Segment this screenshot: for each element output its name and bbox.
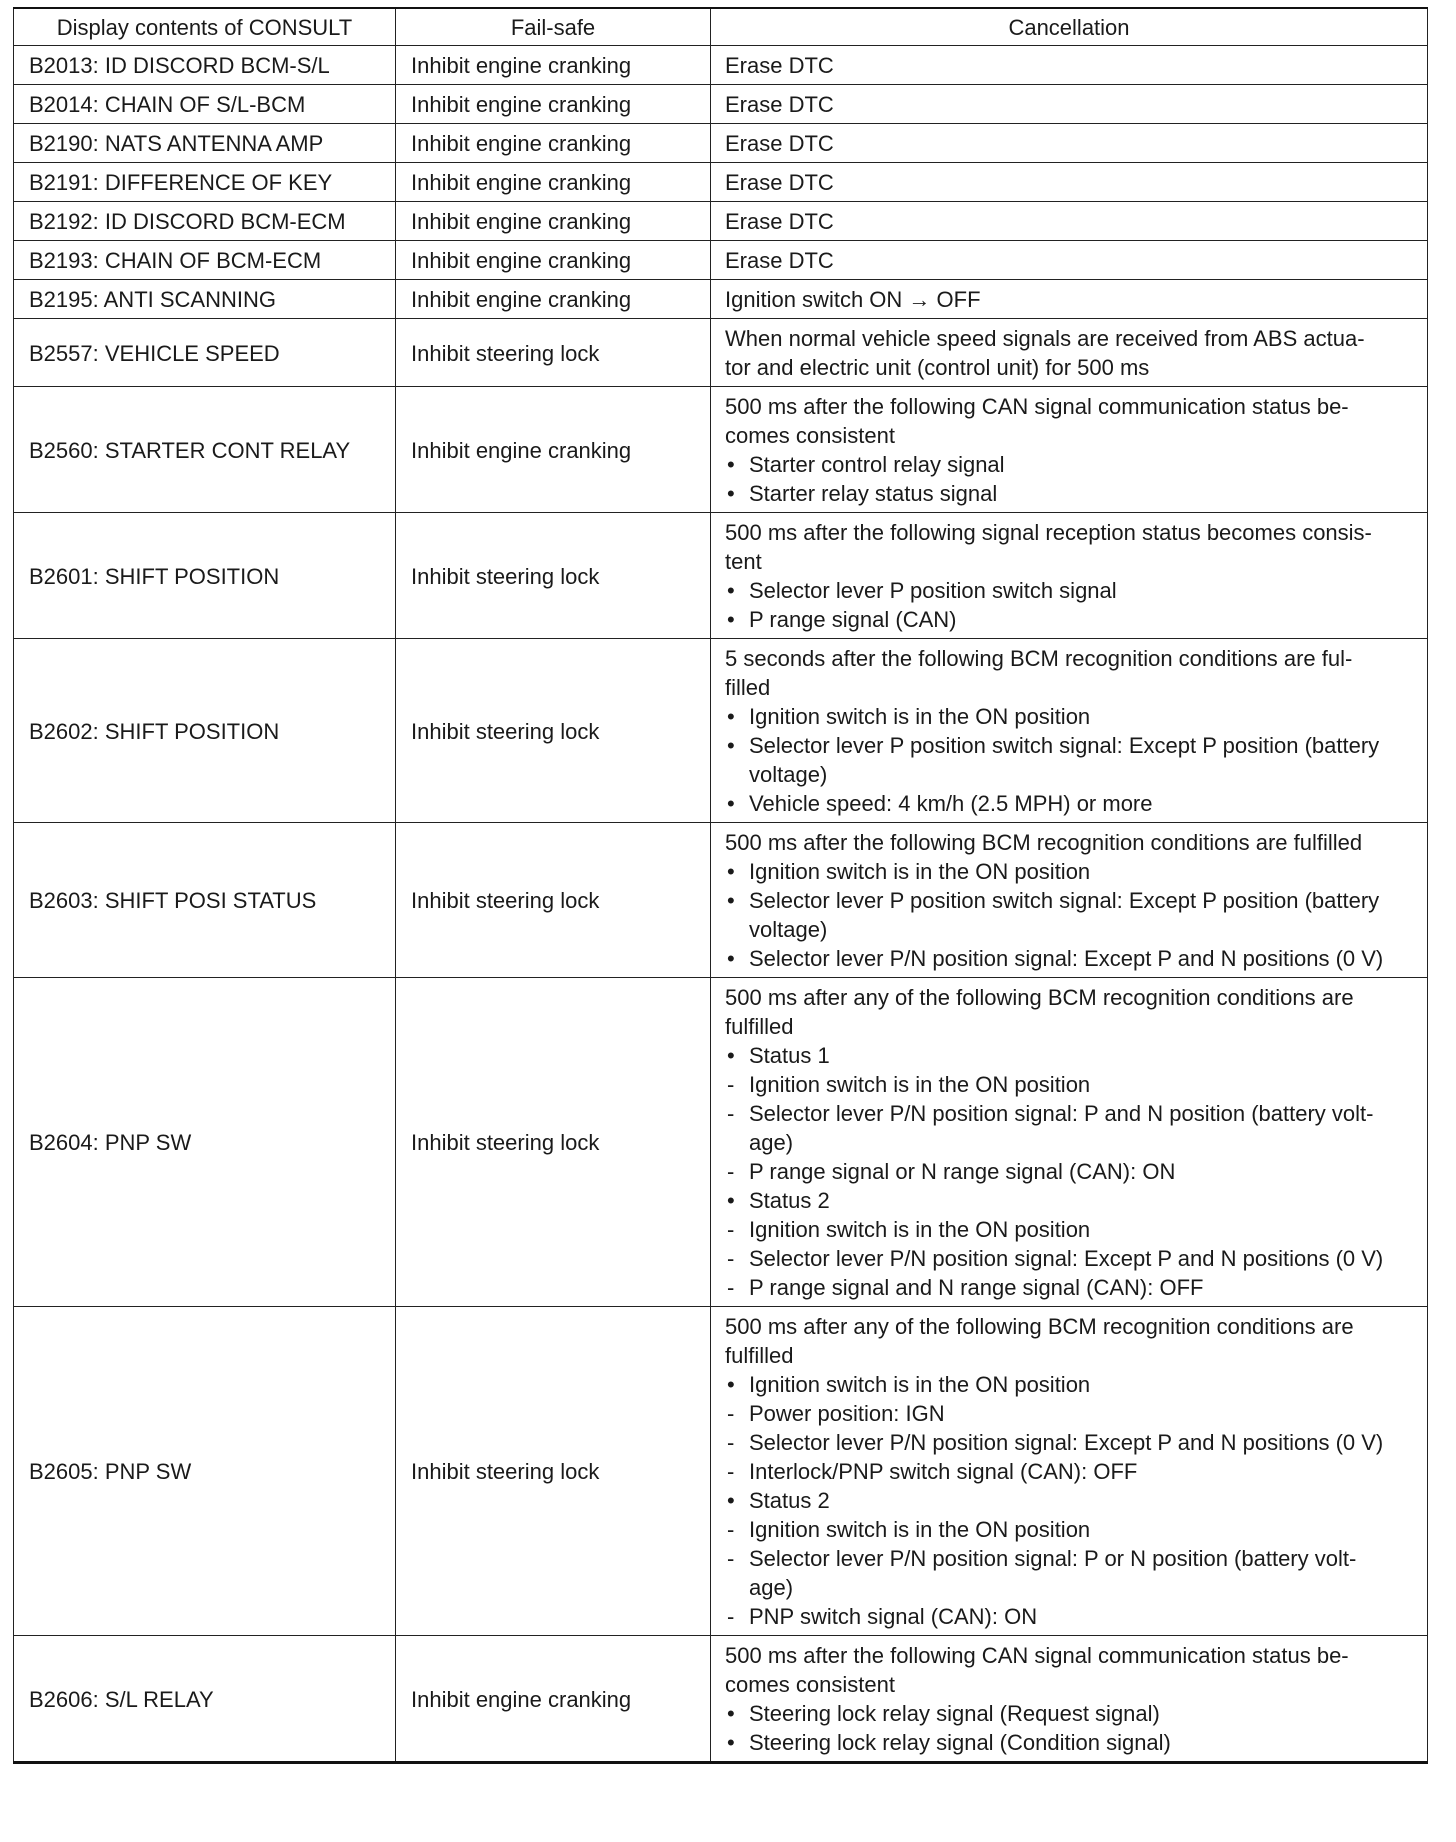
display-contents-cell: B2560: STARTER CONT RELAY: [14, 387, 396, 513]
cancellation-bullet-item: [725, 576, 1419, 605]
item-text: Selector lever P/N position signal: Except P and N positions (0 V): [749, 1430, 1384, 1455]
item-text: Selector lever P position switch signal: Except P position (battery: [749, 888, 1380, 913]
cancellation-cell: [711, 46, 1428, 85]
cancellation-line: Erase DTC: [725, 248, 834, 273]
dash-marker: -: [727, 1101, 735, 1126]
cancellation-cell: [711, 978, 1428, 1307]
cancellation-dash-item: [725, 1244, 1419, 1273]
cancellation-line: 500 ms after the following BCM recognition conditions are fulfilled: [725, 830, 1363, 855]
item-text: Ignition switch is in the ON position: [749, 1217, 1091, 1242]
cancellation-line: tent: [725, 549, 762, 574]
cancellation-dash-item: [725, 1457, 1419, 1486]
display-contents-cell: B2605: PNP SW: [14, 1307, 396, 1636]
dash-marker: -: [727, 1072, 735, 1097]
bullet-marker: •: [727, 452, 735, 477]
cancellation-line: Erase DTC: [725, 209, 834, 234]
cancellation-bullet-item: [725, 857, 1419, 886]
table-row: [14, 1307, 1428, 1636]
table-row: [14, 202, 1428, 241]
cancellation-dash-item: [725, 1215, 1419, 1244]
cancellation-cell: [711, 163, 1428, 202]
item-text: Starter relay status signal: [749, 481, 998, 506]
cancellation-bullet-item: [725, 702, 1419, 731]
bullet-marker: •: [727, 704, 735, 729]
dash-marker: -: [727, 1217, 735, 1242]
item-text: P range signal or N range signal (CAN): ON: [749, 1159, 1176, 1184]
table-row: [14, 639, 1428, 823]
bullet-marker: •: [727, 791, 735, 816]
item-text: Status 2: [749, 1188, 830, 1213]
cancellation-cell: [711, 1307, 1428, 1636]
dash-marker: -: [727, 1246, 735, 1271]
cancellation-cell: [711, 1636, 1428, 1763]
table-row: [14, 1636, 1428, 1763]
cancellation-cell: [711, 280, 1428, 319]
dash-marker: -: [727, 1430, 735, 1455]
cancellation-line: Erase DTC: [725, 92, 834, 117]
item-text: PNP switch signal (CAN): ON: [749, 1604, 1038, 1629]
table-row: [14, 823, 1428, 978]
display-contents-cell: B2557: VEHICLE SPEED: [14, 319, 396, 387]
table-body: [14, 46, 1428, 1763]
cancellation-bullet-item: [725, 605, 1419, 634]
item-text: Starter control relay signal: [749, 452, 1005, 477]
cancellation-bullet-item: [725, 886, 1419, 915]
cancellation-dash-item: [725, 1070, 1419, 1099]
dash-marker: -: [727, 1401, 735, 1426]
bullet-marker: •: [727, 859, 735, 884]
cancellation-line: 500 ms after any of the following BCM recognition conditions are: [725, 985, 1354, 1010]
cancellation-line: fulfilled: [725, 1014, 794, 1039]
fail-safe-table: [13, 7, 1428, 1764]
item-text: Interlock/PNP switch signal (CAN): OFF: [749, 1459, 1138, 1484]
item-text: Selector lever P/N position signal: P and N position (battery volt-: [749, 1101, 1374, 1126]
bullet-marker: •: [727, 1488, 735, 1513]
cancellation-dash-item: [725, 1099, 1419, 1128]
item-text: Ignition switch is in the ON position: [749, 1372, 1091, 1397]
item-text: Steering lock relay signal (Request signal): [749, 1701, 1160, 1726]
display-contents-cell: B2192: ID DISCORD BCM-ECM: [14, 202, 396, 241]
fail-safe-cell: Inhibit engine cranking: [396, 85, 711, 124]
cancellation-line: When normal vehicle speed signals are received from ABS actua-: [725, 326, 1365, 351]
cancellation-bullet-item: [725, 1486, 1419, 1515]
cancellation-bullet-item: [725, 1370, 1419, 1399]
table-row: [14, 163, 1428, 202]
cancellation-bullet-item: [725, 479, 1419, 508]
item-text: P range signal (CAN): [749, 607, 957, 632]
cancellation-line: Ignition switch ON → OFF: [725, 287, 981, 312]
cancellation-bullet-item: [725, 450, 1419, 479]
table-row: [14, 46, 1428, 85]
bullet-marker: •: [727, 1043, 735, 1068]
item-text: Ignition switch is in the ON position: [749, 859, 1091, 884]
item-text: Ignition switch is in the ON position: [749, 704, 1091, 729]
cancellation-bullet-item: [725, 1699, 1419, 1728]
cancellation-cell: [711, 241, 1428, 280]
fail-safe-cell: Inhibit engine cranking: [396, 202, 711, 241]
cancellation-cell: [711, 387, 1428, 513]
item-text: Selector lever P/N position signal: P or N position (battery volt-: [749, 1546, 1357, 1571]
cancellation-line: fulfilled: [725, 1343, 794, 1368]
item-text: Selector lever P position switch signal: Except P position (battery: [749, 733, 1380, 758]
fail-safe-cell: Inhibit engine cranking: [396, 241, 711, 280]
table-row: [14, 978, 1428, 1307]
table-row: [14, 319, 1428, 387]
item-text: P range signal and N range signal (CAN): OFF: [749, 1275, 1204, 1300]
display-contents-cell: B2013: ID DISCORD BCM-S/L: [14, 46, 396, 85]
dash-marker: -: [727, 1517, 735, 1542]
dash-marker: -: [727, 1546, 735, 1571]
fail-safe-cell: Inhibit engine cranking: [396, 163, 711, 202]
cancellation-bullet-item: [725, 789, 1419, 818]
bullet-marker: •: [727, 578, 735, 603]
item-text: age): [749, 1575, 794, 1600]
cancellation-line: tor and electric unit (control unit) for 500 ms: [725, 355, 1150, 380]
header-display-contents: Display contents of CONSULT: [14, 8, 396, 46]
cancellation-cell: [711, 823, 1428, 978]
cancellation-continuation: [725, 1573, 1419, 1602]
item-text: voltage): [749, 917, 828, 942]
dash-marker: -: [727, 1275, 735, 1300]
cancellation-line: Erase DTC: [725, 170, 834, 195]
display-contents-cell: B2604: PNP SW: [14, 978, 396, 1307]
cancellation-cell: [711, 85, 1428, 124]
bullet-marker: •: [727, 733, 735, 758]
cancellation-cell: [711, 639, 1428, 823]
cancellation-line: 500 ms after any of the following BCM recognition conditions are: [725, 1314, 1354, 1339]
cancellation-dash-item: [725, 1544, 1419, 1573]
fail-safe-cell: Inhibit steering lock: [396, 639, 711, 823]
cancellation-dash-item: [725, 1602, 1419, 1631]
display-contents-cell: B2602: SHIFT POSITION: [14, 639, 396, 823]
display-contents-cell: B2601: SHIFT POSITION: [14, 513, 396, 639]
dash-marker: -: [727, 1459, 735, 1484]
bullet-marker: •: [727, 1701, 735, 1726]
fail-safe-cell: Inhibit steering lock: [396, 319, 711, 387]
cancellation-bullet-item: [725, 944, 1419, 973]
bullet-marker: •: [727, 1188, 735, 1213]
table-row: [14, 241, 1428, 280]
cancellation-line: Erase DTC: [725, 53, 834, 78]
display-contents-cell: B2606: S/L RELAY: [14, 1636, 396, 1763]
dash-marker: -: [727, 1159, 735, 1184]
table-row: [14, 280, 1428, 319]
cancellation-cell: [711, 202, 1428, 241]
cancellation-cell: [711, 513, 1428, 639]
cancellation-line: comes consistent: [725, 423, 895, 448]
item-text: age): [749, 1130, 794, 1155]
fail-safe-cell: Inhibit engine cranking: [396, 46, 711, 85]
display-contents-cell: B2014: CHAIN OF S/L-BCM: [14, 85, 396, 124]
cancellation-line: 500 ms after the following CAN signal communication status be-: [725, 394, 1349, 419]
cancellation-bullet-item: [725, 1186, 1419, 1215]
display-contents-cell: B2603: SHIFT POSI STATUS: [14, 823, 396, 978]
cancellation-line: 5 seconds after the following BCM recognition conditions are ful-: [725, 646, 1353, 671]
item-text: Ignition switch is in the ON position: [749, 1072, 1091, 1097]
cancellation-continuation: [725, 1128, 1419, 1157]
display-contents-cell: B2191: DIFFERENCE OF KEY: [14, 163, 396, 202]
cancellation-line: filled: [725, 675, 771, 700]
item-text: Selector lever P/N position signal: Except P and N positions (0 V): [749, 946, 1384, 971]
cancellation-line: 500 ms after the following signal reception status becomes consis-: [725, 520, 1372, 545]
bullet-marker: •: [727, 1730, 735, 1755]
table-row: [14, 124, 1428, 163]
cancellation-dash-item: [725, 1399, 1419, 1428]
bullet-marker: •: [727, 607, 735, 632]
dash-marker: -: [727, 1604, 735, 1629]
fail-safe-cell: Inhibit engine cranking: [396, 280, 711, 319]
cancellation-cell: [711, 124, 1428, 163]
display-contents-cell: B2190: NATS ANTENNA AMP: [14, 124, 396, 163]
cancellation-bullet-item: [725, 1728, 1419, 1757]
display-contents-cell: B2195: ANTI SCANNING: [14, 280, 396, 319]
cancellation-continuation: [725, 915, 1419, 944]
table-row: [14, 85, 1428, 124]
fail-safe-cell: Inhibit steering lock: [396, 1307, 711, 1636]
cancellation-dash-item: [725, 1515, 1419, 1544]
item-text: Status 1: [749, 1043, 830, 1068]
fail-safe-cell: Inhibit engine cranking: [396, 124, 711, 163]
cancellation-cell: [711, 319, 1428, 387]
fail-safe-cell: Inhibit engine cranking: [396, 1636, 711, 1763]
header-cancellation: Cancellation: [711, 8, 1428, 46]
item-text: Status 2: [749, 1488, 830, 1513]
cancellation-dash-item: [725, 1273, 1419, 1302]
item-text: Power position: IGN: [749, 1401, 945, 1426]
cancellation-bullet-item: [725, 1041, 1419, 1070]
header-row: [14, 8, 1428, 46]
cancellation-line: 500 ms after the following CAN signal communication status be-: [725, 1643, 1349, 1668]
table-row: [14, 513, 1428, 639]
item-text: Ignition switch is in the ON position: [749, 1517, 1091, 1542]
table-row: [14, 387, 1428, 513]
fail-safe-cell: Inhibit steering lock: [396, 978, 711, 1307]
fail-safe-cell: Inhibit steering lock: [396, 823, 711, 978]
item-text: Selector lever P position switch signal: [749, 578, 1117, 603]
item-text: Steering lock relay signal (Condition signal): [749, 1730, 1171, 1755]
cancellation-bullet-item: [725, 731, 1419, 760]
bullet-marker: •: [727, 1372, 735, 1397]
bullet-marker: •: [727, 888, 735, 913]
item-text: voltage): [749, 762, 828, 787]
bullet-marker: •: [727, 481, 735, 506]
bullet-marker: •: [727, 946, 735, 971]
cancellation-continuation: [725, 760, 1419, 789]
cancellation-dash-item: [725, 1157, 1419, 1186]
cancellation-line: comes consistent: [725, 1672, 895, 1697]
fail-safe-cell: Inhibit engine cranking: [396, 387, 711, 513]
display-contents-cell: B2193: CHAIN OF BCM-ECM: [14, 241, 396, 280]
header-fail-safe: Fail-safe: [396, 8, 711, 46]
item-text: Selector lever P/N position signal: Except P and N positions (0 V): [749, 1246, 1384, 1271]
item-text: Vehicle speed: 4 km/h (2.5 MPH) or more: [749, 791, 1153, 816]
fail-safe-cell: Inhibit steering lock: [396, 513, 711, 639]
cancellation-dash-item: [725, 1428, 1419, 1457]
cancellation-line: Erase DTC: [725, 131, 834, 156]
